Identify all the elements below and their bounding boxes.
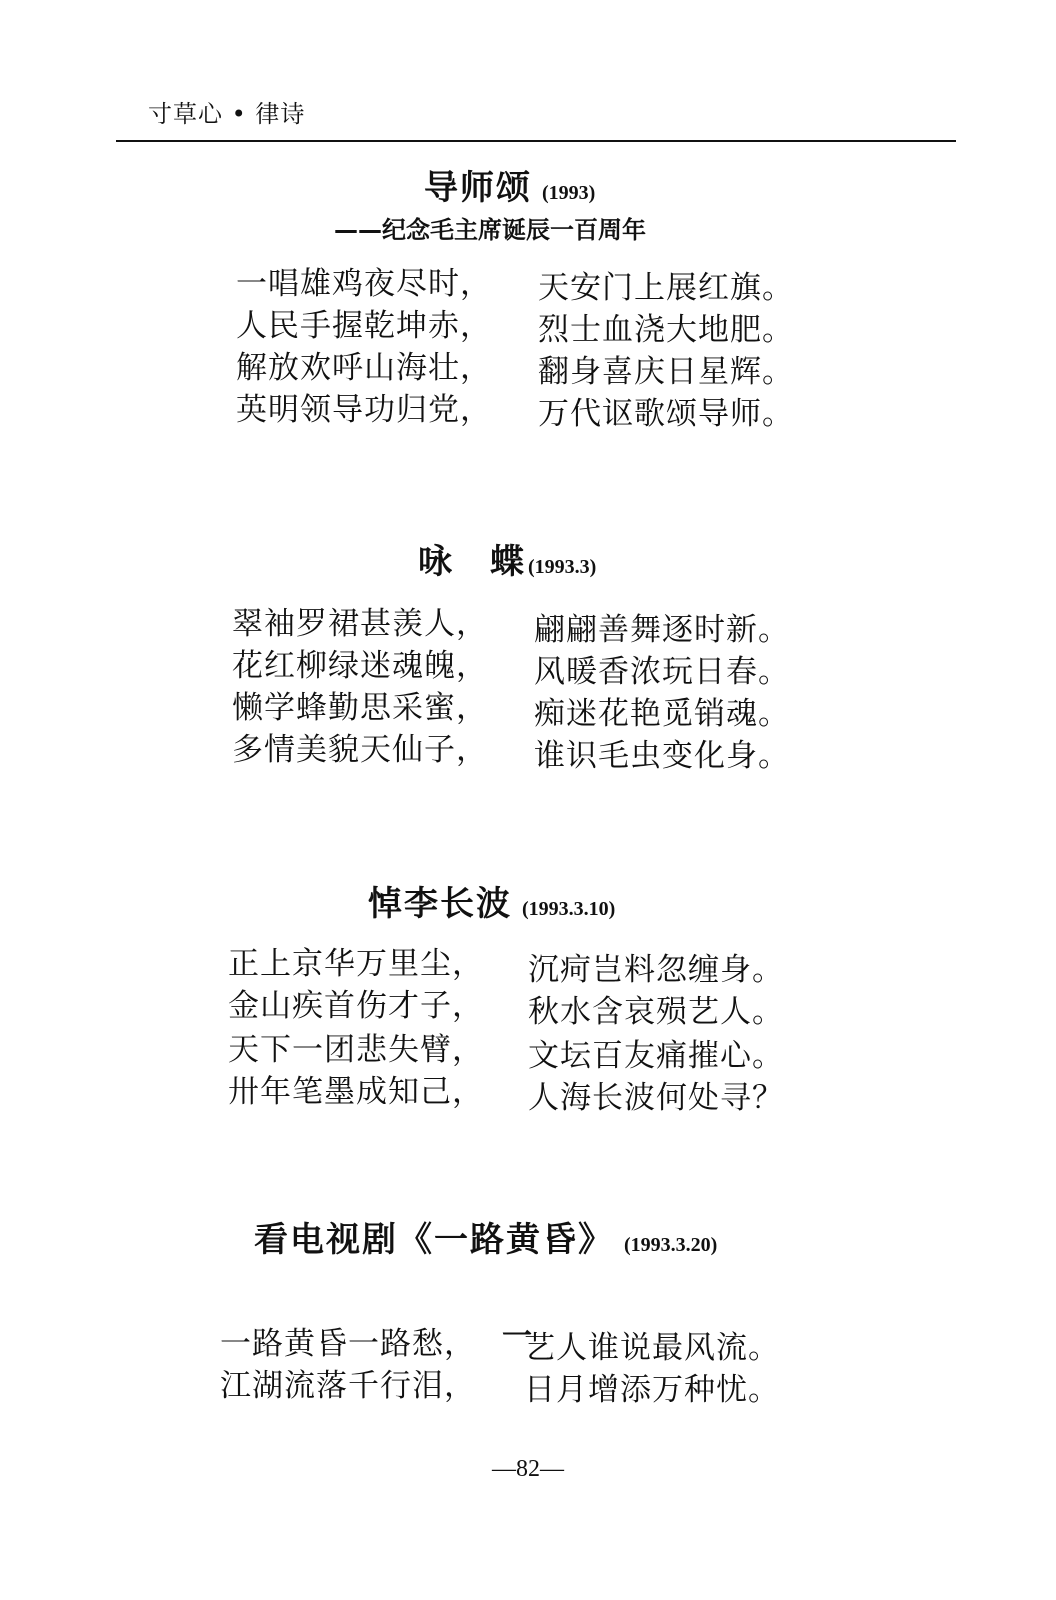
- poem-date: (1993.3): [528, 556, 597, 578]
- poem-title-text: 导师颂: [424, 168, 532, 208]
- verse-second-half: 沉疴岂料忽缠身。: [528, 952, 784, 988]
- verse-first-half: 江湖流落千行泪，: [220, 1368, 476, 1404]
- poem-title-text: 咏 蝶: [418, 542, 526, 582]
- verse-second-half: 日月增添万种忧。: [524, 1372, 780, 1408]
- verse-first-half: 天下一团悲失臂，: [228, 1032, 484, 1068]
- page-number: —82—: [492, 1456, 564, 1482]
- poem-title: [424, 160, 595, 209]
- verse-first-half: 翠袖罗裙甚羡人，: [232, 606, 488, 642]
- verse-second-half: 秋水含哀殒艺人。: [528, 994, 784, 1030]
- poem-title-text: 悼李长波: [368, 884, 512, 924]
- verse-second-half: 文坛百友痛摧心。: [528, 1038, 784, 1074]
- verse-second-half: 谁识毛虫变化身。: [534, 738, 790, 774]
- verse-first-half: 一路黄昏一路愁，: [220, 1326, 476, 1362]
- verse-first-half: 花红柳绿迷魂魄，: [232, 648, 488, 684]
- verse-second-half: 翻身喜庆日星辉。: [538, 354, 794, 390]
- poem-title: [254, 1212, 717, 1261]
- verse-first-half: 人民手握乾坤赤，: [236, 308, 492, 344]
- running-header: 寸草心 • 律诗: [148, 100, 306, 128]
- verse-first-half: 金山疾首伤才子，: [228, 988, 484, 1024]
- verse-first-half: 英明领导功归党，: [236, 392, 492, 428]
- poem-part-number: 一: [502, 1319, 532, 1354]
- poem-title-text: 看电视剧《一路黄昏》: [254, 1220, 614, 1260]
- poem-date: (1993.3.20): [624, 1234, 718, 1256]
- verse-second-half: 烈士血浇大地肥。: [538, 312, 794, 348]
- verse-first-half: 解放欢呼山海壮，: [236, 350, 492, 386]
- verse-second-half: 天安门上展红旗。: [538, 270, 794, 306]
- verse-first-half: 卅年笔墨成知己，: [228, 1074, 484, 1110]
- poem-date: (1993): [542, 182, 596, 204]
- verse-second-half: 万代讴歌颂导师。: [538, 396, 794, 432]
- poem-title: [368, 876, 615, 925]
- header-rule: [116, 140, 956, 142]
- verse-second-half: 人海长波何处寻？: [528, 1080, 784, 1116]
- verse-second-half: 翩翩善舞逐时新。: [534, 612, 790, 648]
- verse-second-half: 痴迷花艳觅销魂。: [534, 696, 790, 732]
- poem-title: [418, 534, 596, 583]
- verse-first-half: 正上京华万里尘，: [228, 946, 484, 982]
- poem-subtitle: ——纪念毛主席诞辰一百周年: [334, 216, 646, 244]
- verse-first-half: 懒学蜂勤思采蜜，: [232, 690, 488, 726]
- poem-date: (1993.3.10): [522, 898, 616, 920]
- verse-second-half: 艺人谁说最风流。: [524, 1330, 780, 1366]
- verse-first-half: 一唱雄鸡夜尽时，: [236, 266, 492, 302]
- verse-second-half: 风暖香浓玩日春。: [534, 654, 790, 690]
- verse-first-half: 多情美貌天仙子，: [232, 732, 488, 768]
